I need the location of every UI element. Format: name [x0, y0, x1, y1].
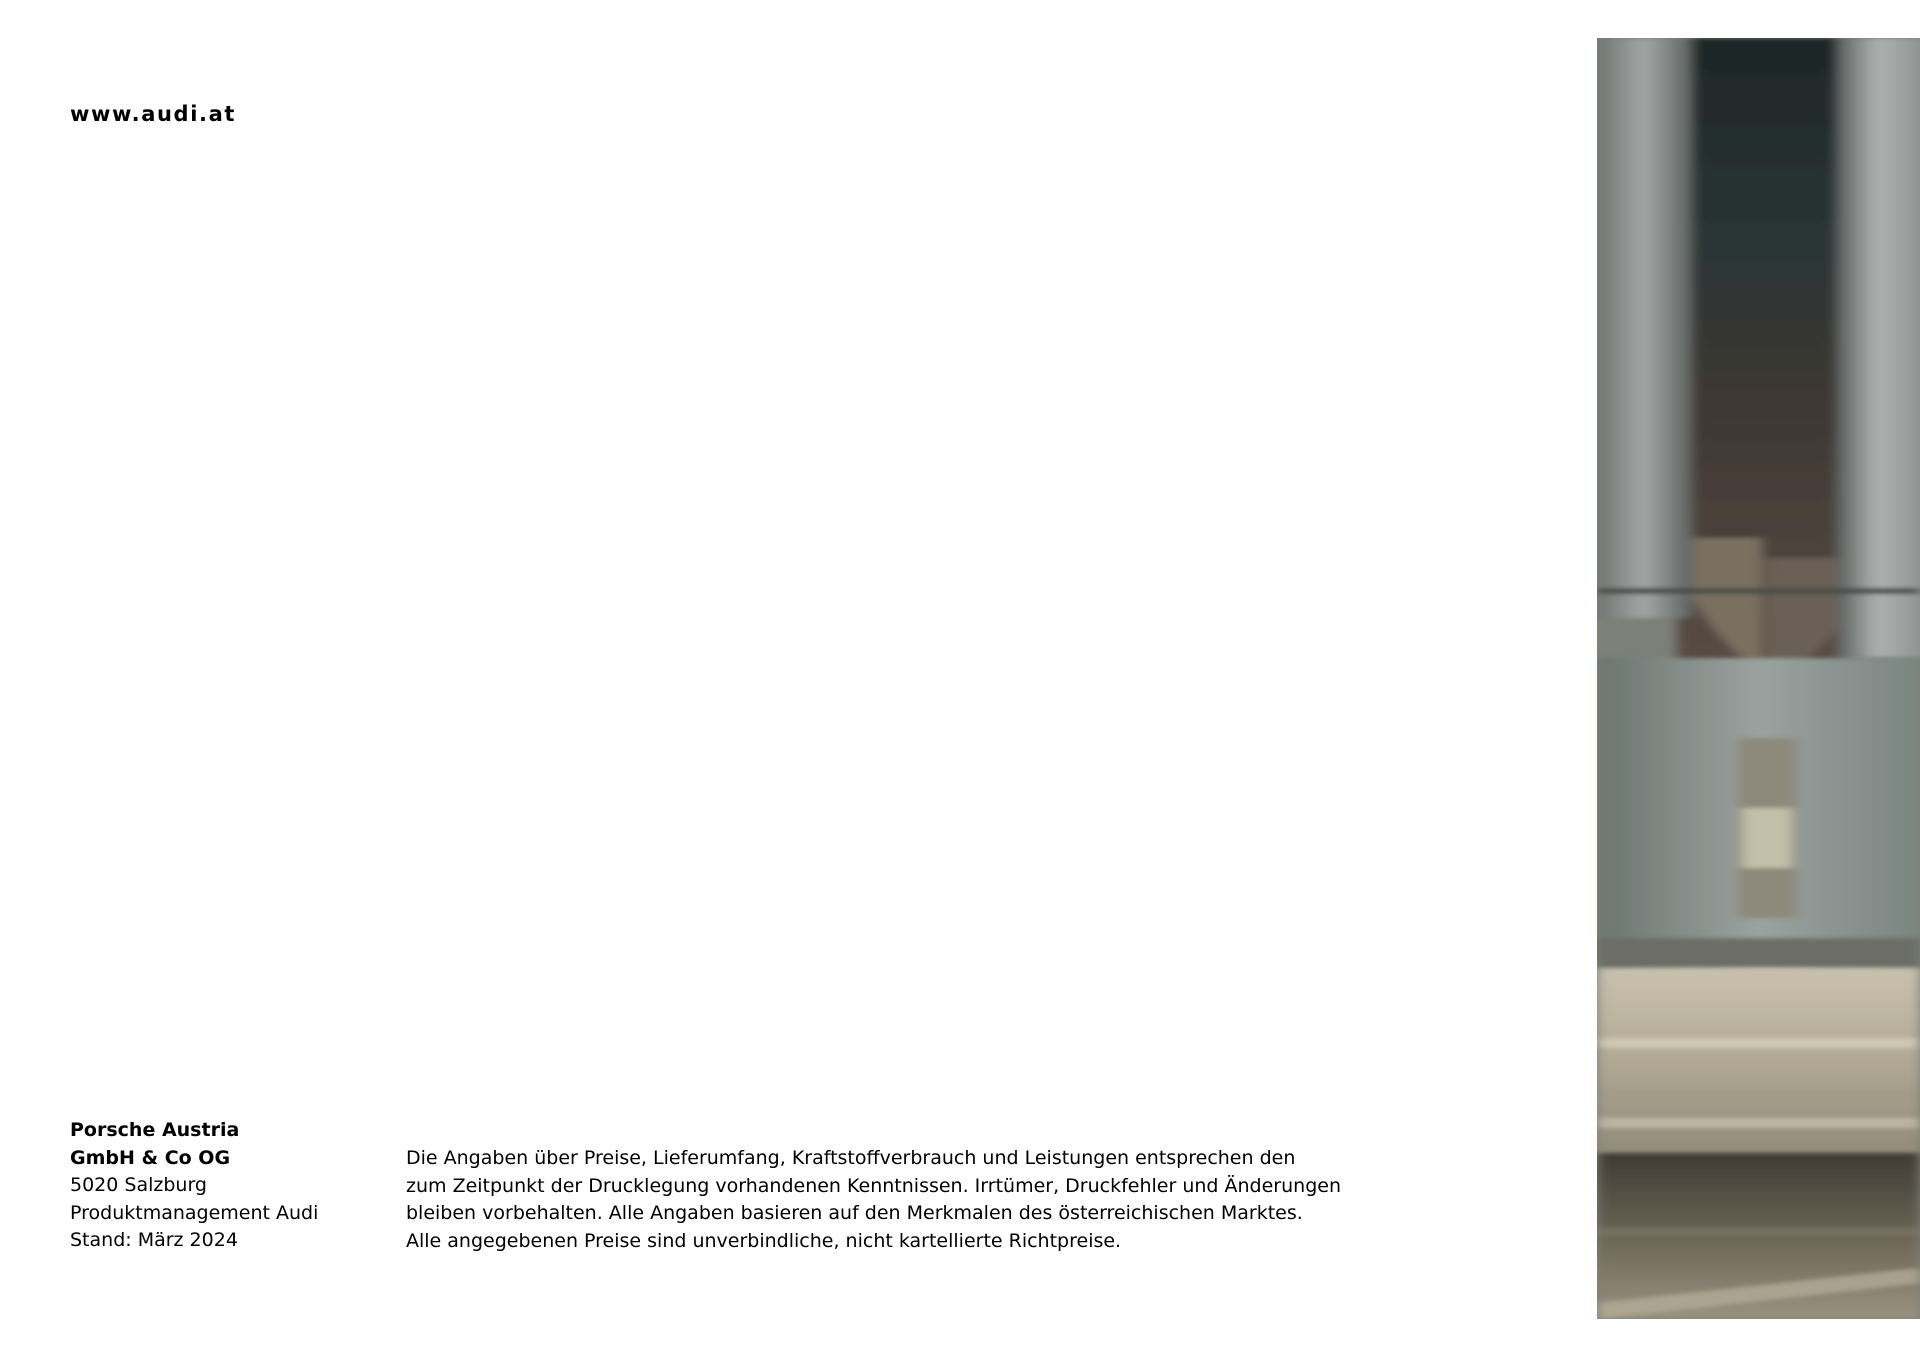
disclaimer-line: Die Angaben über Preise, Lieferumfang, Kraftstoffverbrauch und Leistungen entsprechen den: [406, 1147, 1296, 1169]
imprint-department: Produktmanagement Audi: [70, 1201, 319, 1224]
imprint-address: 5020 Salzburg: [70, 1174, 207, 1196]
imprint-company-line-1: Porsche Austria: [70, 1119, 240, 1141]
imprint-block: [70, 1117, 318, 1255]
imprint-company-line-2: GmbH & Co OG: [70, 1146, 231, 1169]
disclaimer-line: zum Zeitpunkt der Drucklegung vorhandenen Kenntnissen. Irrtümer, Druckfehler und Änderungen: [406, 1174, 1341, 1197]
legal-disclaimer: [406, 1145, 1341, 1255]
website-url: www.audi.at: [70, 102, 236, 126]
disclaimer-line: bleiben vorbehalten. Alle Angaben basieren auf den Merkmalen des österreichischen Marktes.: [406, 1202, 1303, 1224]
imprint-date: Stand: März 2024: [70, 1229, 238, 1251]
motion-blur-photo: [1597, 38, 1920, 1319]
disclaimer-line: Alle angegebenen Preise sind unverbindliche, nicht kartellierte Richtpreise.: [406, 1229, 1122, 1252]
